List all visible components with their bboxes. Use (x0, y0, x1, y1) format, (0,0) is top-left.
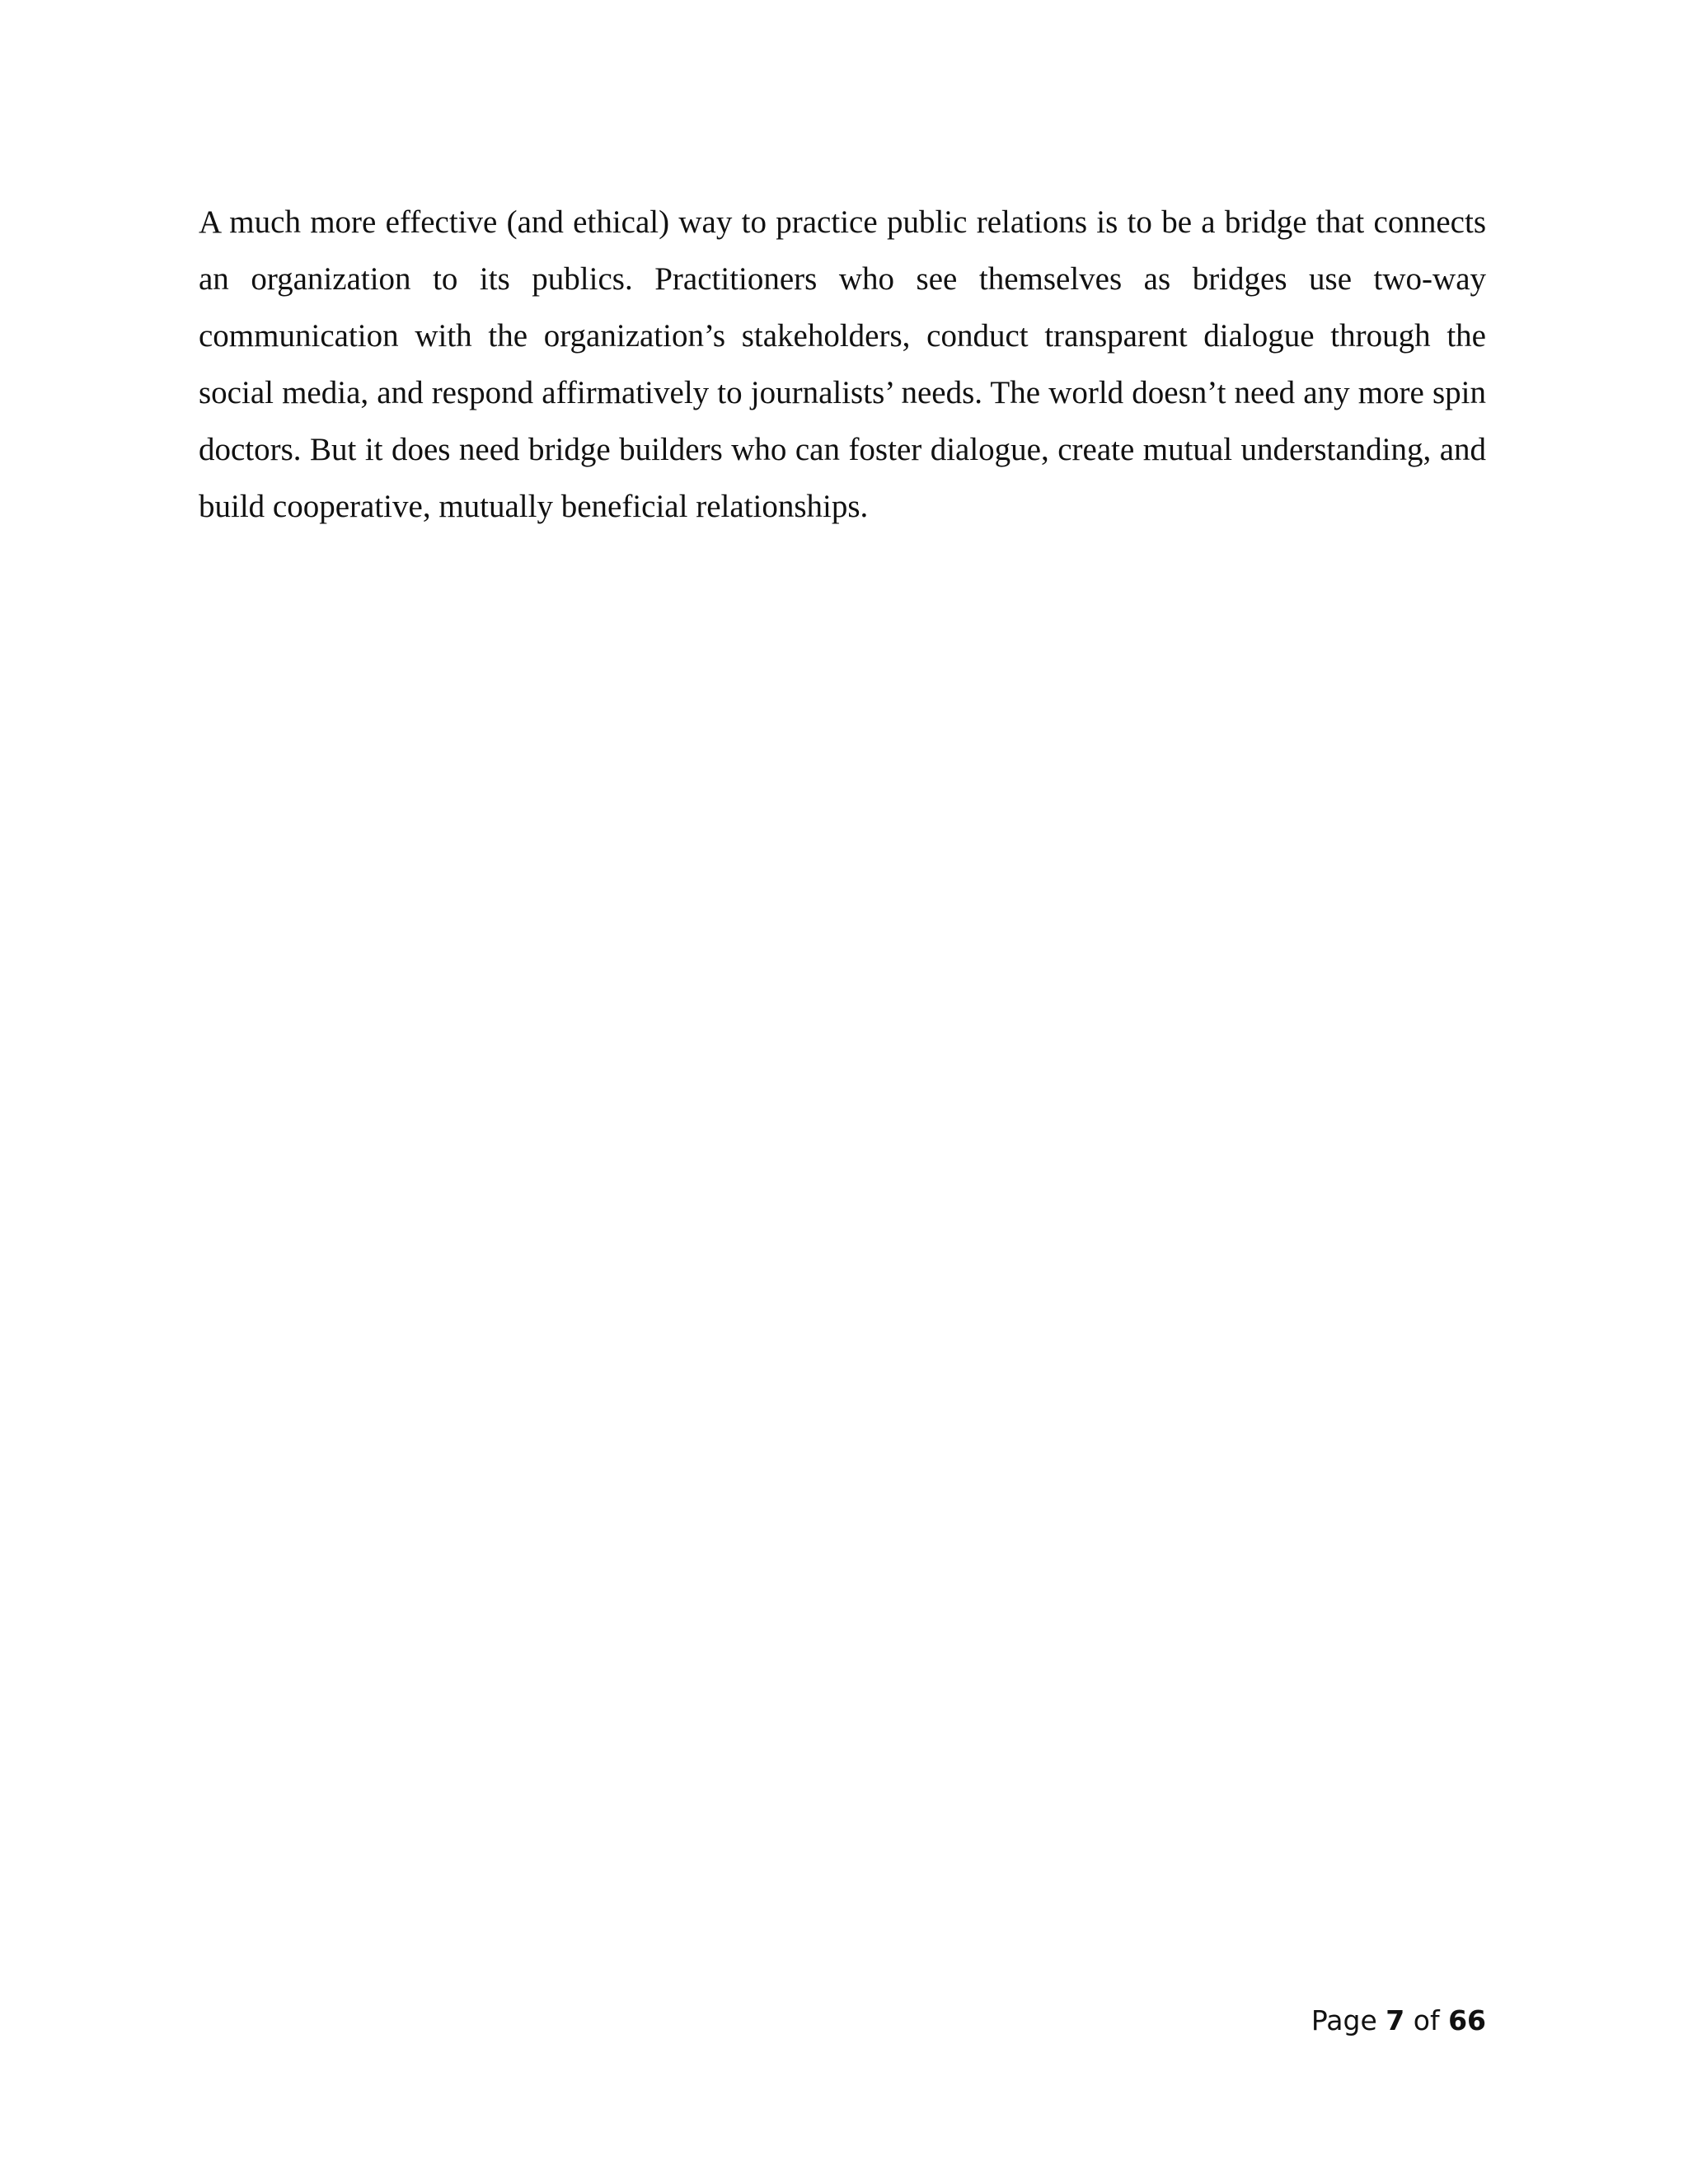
total-pages-number: 66 (1448, 2004, 1486, 2036)
page-label: Page (1311, 2004, 1377, 2036)
current-page-number: 7 (1386, 2004, 1405, 2036)
of-label: of (1413, 2004, 1440, 2036)
body-paragraph: A much more effective (and ethical) way to practice public relations is to be a bridge that connects an organization to its publics. Practitioners who see themselves as bridges use two-way communication with the organization’s stakeholders, conduct transparent dialogue through the social media, and respond affirmatively to journalists’ needs. The world doesn’t need any more spin doctors. But it does need bridge builders who can foster dialogue, create mutual understanding, and build cooperative, mutually beneficial relationships. (199, 204, 1486, 524)
page-number-footer (1311, 2004, 1486, 2037)
